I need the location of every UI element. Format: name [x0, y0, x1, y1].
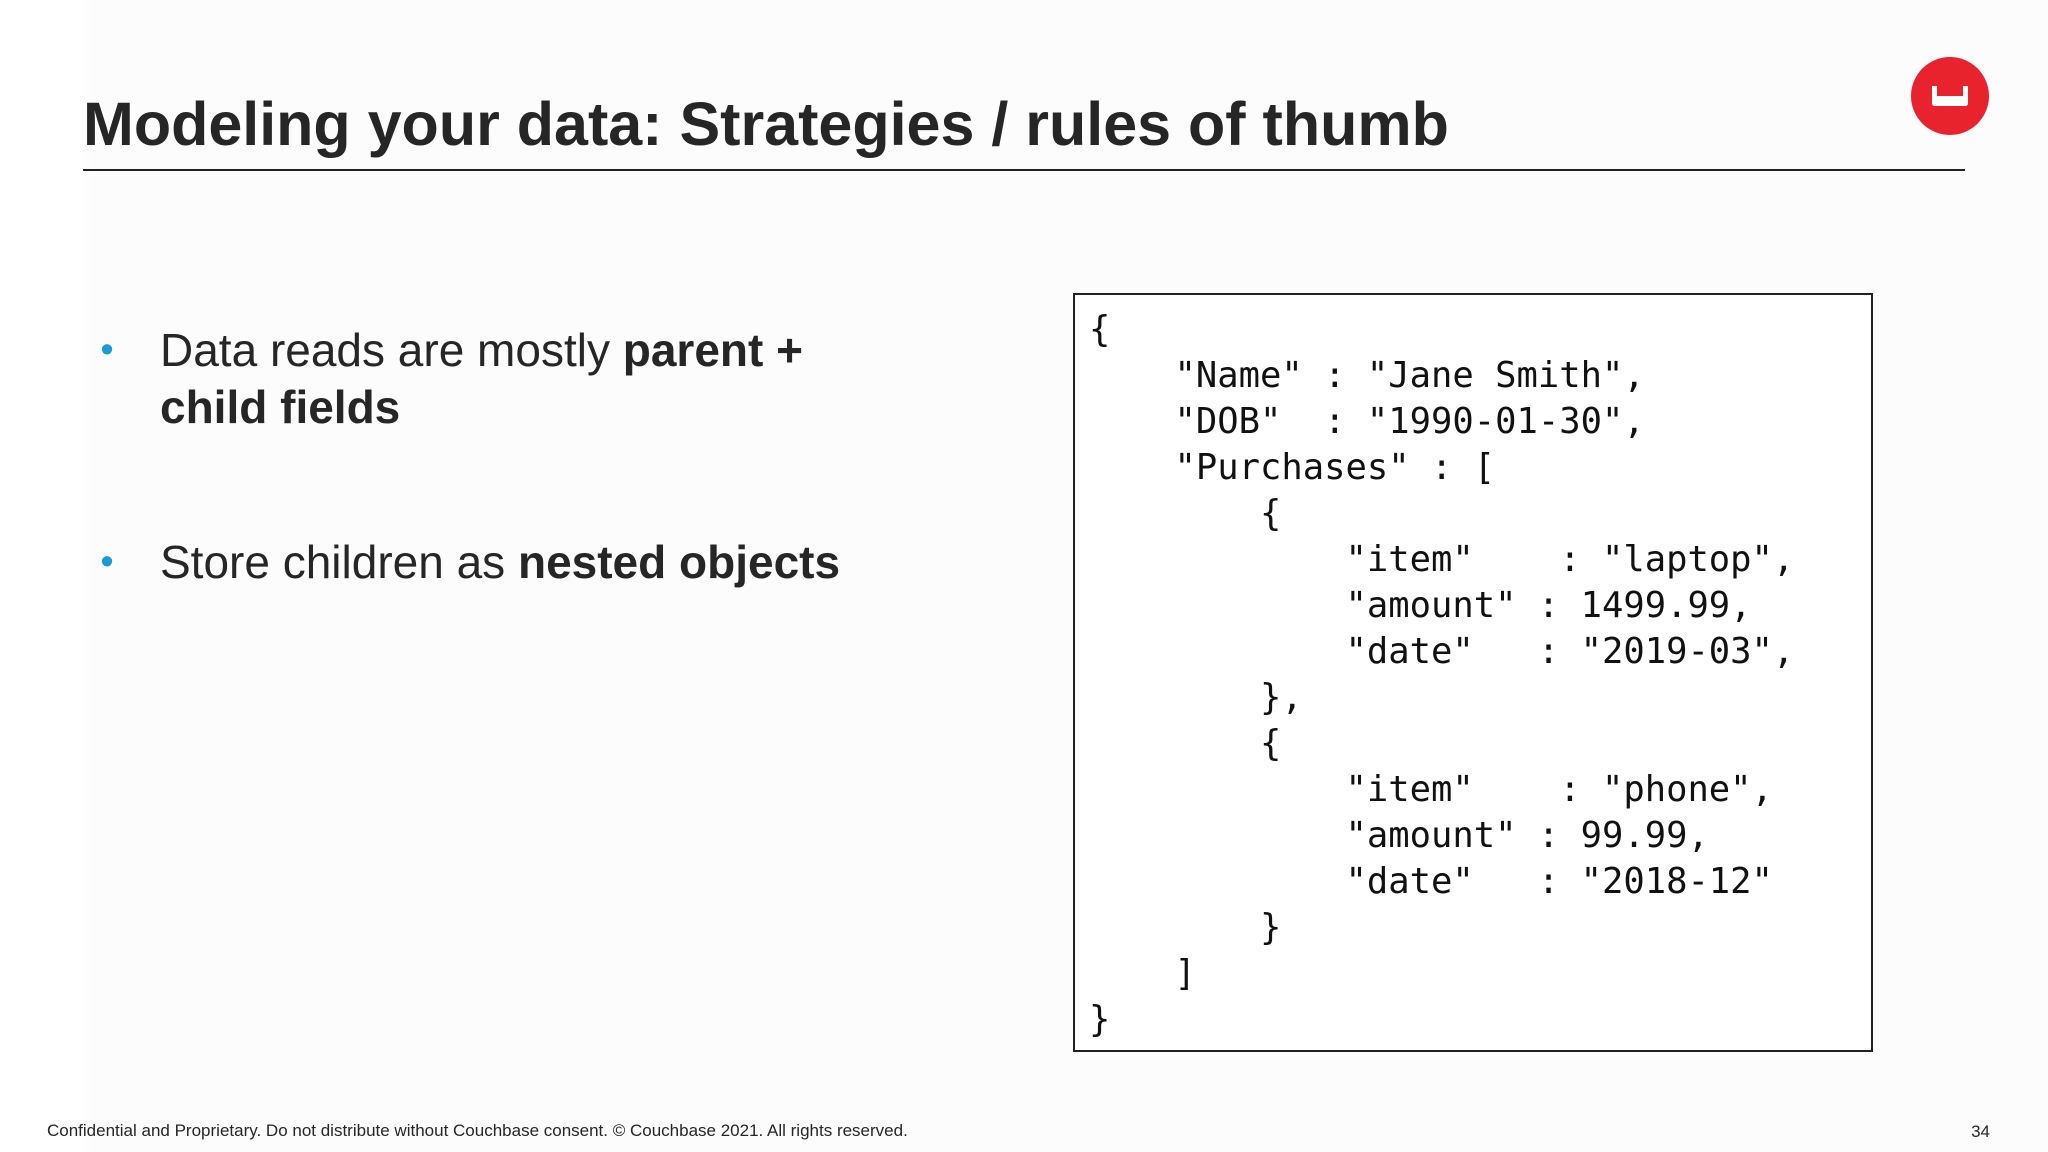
bullet-text-bold: parent + child fields	[160, 324, 803, 433]
bullet-item	[97, 322, 897, 436]
bullet-text	[160, 536, 840, 588]
couchbase-logo-icon	[1911, 57, 1989, 135]
bullet-item	[97, 534, 897, 591]
bullet-list	[97, 322, 897, 591]
bullet-text-plain: Data reads are mostly	[160, 324, 623, 376]
page-number: 34	[1971, 1122, 1990, 1141]
bullet-text-bold: nested objects	[517, 536, 841, 588]
logo-mark	[1929, 84, 1971, 108]
slide-title: Modeling your data: Strategies / rules of thumb	[83, 90, 1449, 158]
json-code-box	[1073, 293, 1873, 1052]
bullet-dot-icon: •	[100, 329, 114, 371]
json-code-sample: { "Name" : "Jane Smith", "DOB" : "1990-01-30", "Purchases" : [ { "item" : "laptop", "amount" : 1499.99, "date" : "2019-03", }, { "item" : "phone", "amount" : 99.99, "date" : "2018-12" } ] }	[1089, 309, 1795, 1040]
bullet-text	[160, 324, 803, 433]
title-divider	[83, 169, 1965, 171]
footer-confidential-text: Confidential and Proprietary. Do not distribute without Couchbase consent. © Couchbase 2021. All rights reserved.	[47, 1121, 908, 1140]
bullet-dot-icon: •	[100, 541, 114, 583]
bullet-text-plain: Store children as	[160, 536, 518, 588]
